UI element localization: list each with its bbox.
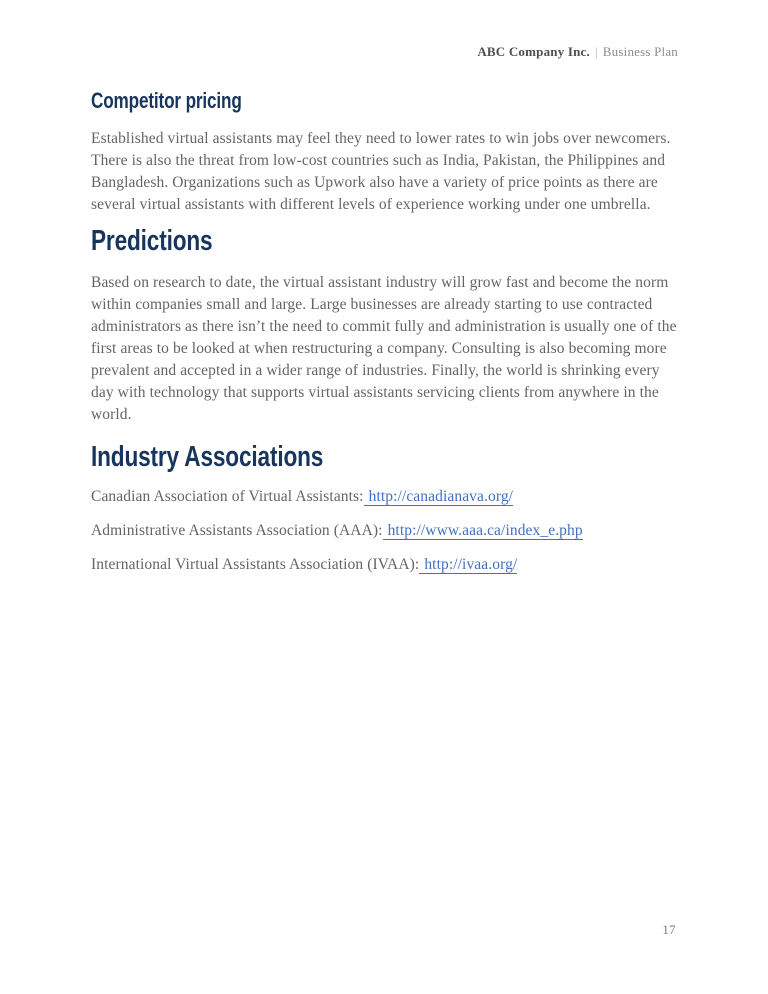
association-link-aaa[interactable]: http://www.aaa.ca/index_e.php [383, 522, 583, 540]
header-doc-title: Business Plan [602, 44, 678, 59]
heading-competitor-pricing: Competitor pricing [91, 88, 242, 113]
association-link-cava[interactable]: http://canadianava.org/ [364, 488, 513, 506]
association-line-cava [91, 486, 678, 508]
paragraph-competitor-pricing: Established virtual assistants may feel they need to lower rates to win jobs over newcomers. There is also the threat from low-cost countries such as India, Pakistan, the Philippines and Bangladesh. Organizations such as Upwork also have a variety of price points as there are several virtual assistants with different levels of experience working under one umbrella. [91, 130, 671, 213]
association-line-aaa [91, 520, 678, 542]
page-content [0, 88, 768, 576]
association-label-aaa: Administrative Assistants Association (AAA): [91, 522, 383, 539]
page-footer [663, 923, 677, 938]
association-line-ivaa [91, 554, 678, 576]
association-link-ivaa[interactable]: http://ivaa.org/ [419, 556, 517, 574]
heading-industry-associations: Industry Associations [91, 441, 324, 473]
header-company-name: ABC Company Inc. [477, 44, 590, 59]
page-header [0, 0, 768, 60]
page-number: 17 [662, 923, 676, 937]
paragraph-predictions: Based on research to date, the virtual assistant industry will grow fast and become the norm within companies small and large. Large businesses are already starting to use contracted administrators as there isn’t the need to commit fully and administration is usually one of the first areas to be looked at when restructuring a company. Consulting is also becoming more prevalent and accepted in a wider range of industries. Finally, the world is shrinking every day with technology that supports virtual assistants servicing clients from anywhere in the world. [91, 274, 677, 423]
heading-predictions: Predictions [91, 225, 213, 257]
header-separator: | [594, 44, 598, 59]
association-label-ivaa: International Virtual Assistants Association (IVAA): [91, 556, 420, 573]
association-label-cava: Canadian Association of Virtual Assistants: [91, 488, 364, 505]
